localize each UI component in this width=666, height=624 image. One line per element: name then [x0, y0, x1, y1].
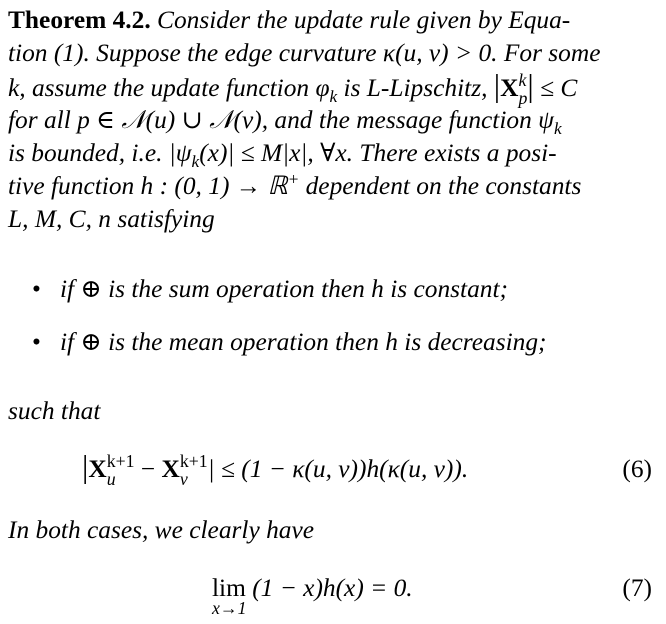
phi-subscript: k — [329, 87, 338, 107]
eq6-bar-left: | — [82, 449, 89, 484]
in-both-cases-text: In both cases, we clearly have — [8, 516, 315, 544]
bullet-post: is the sum operation then h is constant; — [101, 275, 508, 303]
bullet-item-2 — [32, 326, 546, 358]
eq6-x2-sup: k+1 — [179, 451, 208, 472]
theorem-text-5b: (x)| ≤ M|x|, ∀x. There exists a posi- — [199, 139, 557, 167]
norm-bar-right: | — [527, 68, 534, 103]
norm-bar-left: | — [493, 68, 501, 103]
theorem-text-3b: is L-Lipschitz, — [337, 74, 494, 102]
eq6-x2-supsub — [180, 453, 208, 489]
theorem-text-6b: dependent on the constants — [299, 172, 582, 200]
eq6-x1-supsub — [107, 453, 135, 489]
such-that-text: such that — [8, 397, 101, 425]
theorem-label: Theorem 4.2. — [8, 6, 151, 34]
theorem-text-7: L, M, C, n satisfying — [8, 205, 215, 233]
bullet-marker: • — [32, 275, 41, 303]
theorem-text-3c: ≤ C — [533, 74, 578, 102]
theorem-text-1: Consider the update rule given by Equa- — [157, 6, 571, 34]
x-sup: k — [518, 70, 527, 91]
theorem-line-3 — [8, 70, 577, 108]
equation-7 — [212, 572, 413, 618]
theorem-line-6 — [8, 170, 581, 202]
theorem-line-2 — [8, 37, 600, 69]
theorem-line-4 — [8, 104, 562, 139]
x-sub: p — [518, 88, 528, 109]
equation-6-number: (6) — [622, 455, 652, 483]
equation-6 — [82, 451, 468, 489]
psi-subscript-2: k — [191, 152, 200, 172]
bullet-item-1 — [32, 273, 508, 305]
bullet-pre: if — [60, 328, 81, 356]
eq7-lim: lim — [212, 574, 246, 602]
theorem-text-6: tive function h : (0, 1) → ℝ — [8, 172, 288, 200]
eq7-lim-sub: x→1 — [212, 598, 247, 618]
oplus-symbol: ⊕ — [80, 328, 102, 356]
eq6-x2: X — [161, 455, 180, 483]
eq6-x1-sup: k+1 — [106, 451, 135, 472]
eq6-x1-sub: u — [106, 469, 116, 490]
eq6-minus: − — [134, 455, 162, 483]
theorem-line-7 — [8, 203, 215, 235]
theorem-text-5: is bounded, i.e. |ψ — [8, 139, 192, 167]
bullet-pre: if — [60, 275, 81, 303]
eq6-rhs: | ≤ (1 − κ(u, v))h(κ(u, v)). — [207, 455, 469, 483]
matrix-x: X — [500, 74, 519, 102]
oplus-symbol: ⊕ — [80, 275, 102, 303]
x-supsub — [518, 72, 527, 108]
theorem-text-3: k, assume the update function φ — [8, 74, 330, 102]
theorem-line-1 — [8, 4, 570, 36]
theorem-line-5 — [8, 137, 557, 172]
eq7-rhs: (1 − x)h(x) = 0. — [245, 574, 413, 602]
bullet-post: is the mean operation then h is decreasing; — [101, 328, 547, 356]
bullet-marker: • — [32, 328, 41, 356]
equation-7-number: (7) — [622, 574, 652, 602]
eq6-x2-sub: v — [179, 469, 188, 490]
theorem-text-4: for all p ∈ 𝒩(u) ∪ 𝒩(v), and the message function ψ — [8, 106, 554, 134]
reals-plus: + — [287, 169, 300, 189]
eq7-limit — [212, 572, 247, 618]
theorem-text-2: tion (1). Suppose the edge curvature κ(u, v) > 0. For some — [8, 39, 601, 67]
eq6-x1: X — [88, 455, 107, 483]
psi-subscript: k — [553, 119, 562, 139]
